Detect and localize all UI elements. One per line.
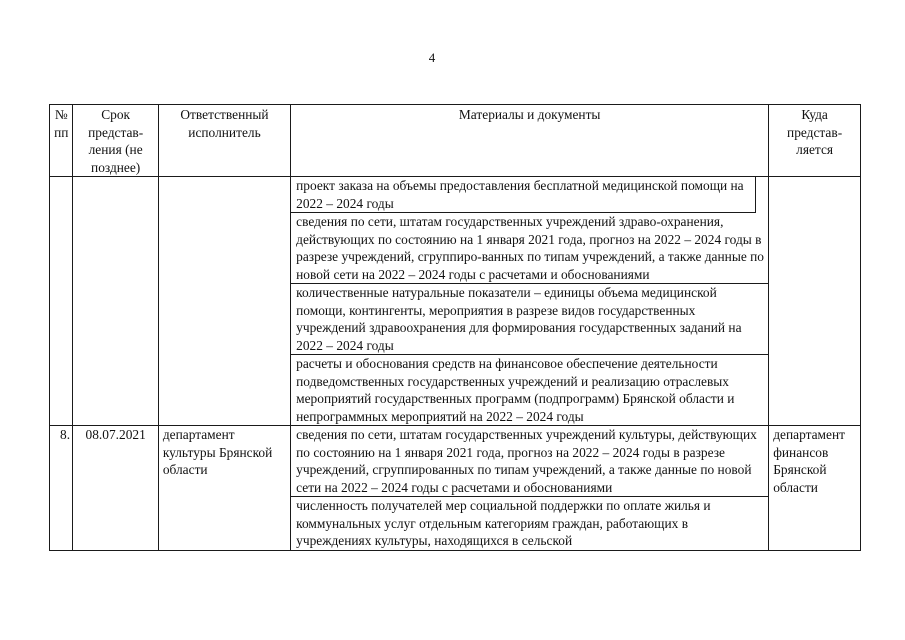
header-term: Срок представ-ления (не позднее) <box>73 105 158 177</box>
continued-executor-cell <box>158 177 290 426</box>
material-item: сведения по сети, штатам государственных учреждений культуры, действующих по состоянию на 1 января 2021 года, прогноз на 2022 – 2024 годы в разрезе учреждений, сгруппированных по типам учреждений, а также данные по новой сети на 2022 – 2024 годы с расчетами и обоснованиями <box>291 426 768 497</box>
header-materials: Материалы и документы <box>291 105 769 177</box>
row-8-materials-cell <box>291 426 769 551</box>
material-item: проект заказа на объемы предоставления бесплатной медицинской помощи на 2022 – 2024 годы <box>291 177 756 213</box>
table-row-continued <box>50 177 861 426</box>
header-num: № пп <box>50 105 73 177</box>
material-item: сведения по сети, штатам государственных учреждений здраво-охранения, действующих по состоянию на 1 января 2021 года, прогноз на 2022 – 2024 годы в разрезе учреждений, сгруппиро-ванных по типам учреждений, а также данные по новой сети на 2022 – 2024 годы с расчетами и обоснованиями <box>291 213 768 284</box>
plan-table <box>49 104 861 551</box>
table-row-8 <box>50 426 861 551</box>
continued-term-cell <box>73 177 158 426</box>
header-executor: Ответственный исполнитель <box>158 105 290 177</box>
row-8-term: 08.07.2021 <box>73 426 158 551</box>
material-item: количественные натуральные показатели – единицы объема медицинской помощи, контингенты, мероприятия в разрезе видов государственных учреждений здравоохранения для формирования государственных заданий на 2022 – 2024 годы <box>291 284 768 355</box>
continued-num-cell <box>50 177 73 426</box>
header-destination: Куда представ-ляется <box>769 105 861 177</box>
row-8-executor: департамент культуры Брянской области <box>158 426 290 551</box>
header-row <box>50 105 861 177</box>
continued-materials-cell <box>291 177 769 426</box>
page-number: 4 <box>428 50 436 65</box>
continued-destination-cell <box>769 177 861 426</box>
row-8-num: 8. <box>50 426 73 551</box>
material-item: расчеты и обоснования средств на финансовое обеспечение деятельности подведомственных государственных учреждений и реализацию отраслевых мероприятий государственных программ (подпрограмм) Брянской области и непрограммных мероприятий на 2022 – 2024 годы <box>296 356 735 424</box>
row-8-destination: департамент финансов Брянской области <box>769 426 861 551</box>
material-item: численность получателей мер социальной поддержки по оплате жилья и коммунальных услуг отдельным категориям граждан, работающих в учреждениях культуры, находящихся в сельской <box>296 498 711 548</box>
